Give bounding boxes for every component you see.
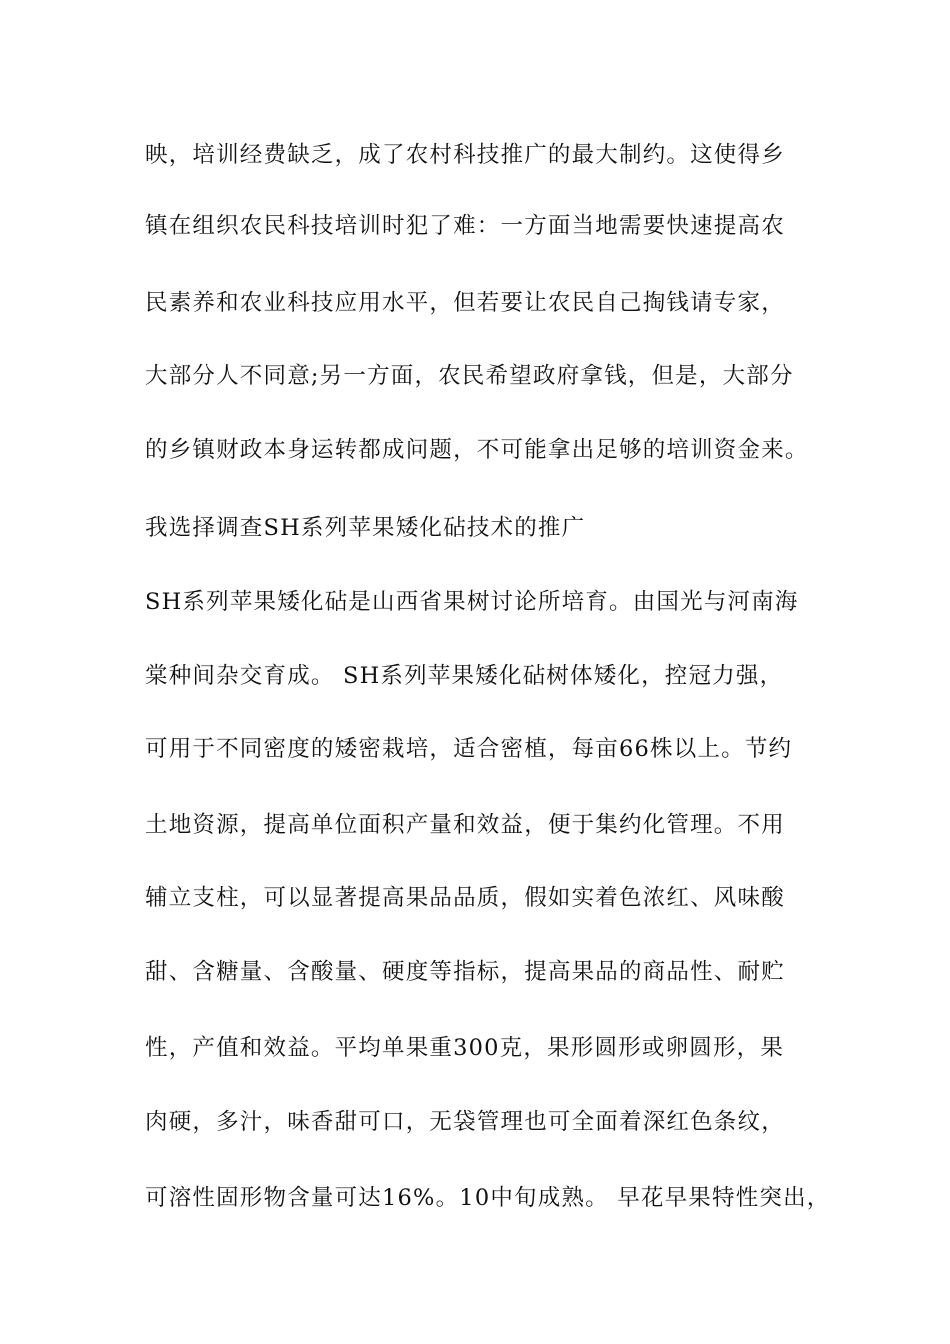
paragraph-line: 大部分人不同意;另一方面，农民希望政府拿钱，但是，大部分 xyxy=(145,363,794,389)
paragraph-line: 土地资源，提高单位面积产量和效益，便于集约化管理。不用 xyxy=(145,812,785,838)
paragraph-line: 甜、含糖量、含酸量、硬度等指标，提高果品的商品性、耐贮 xyxy=(145,959,785,985)
paragraph-line: 的乡镇财政本身运转都成问题，不可能拿出足够的培训资金来。 xyxy=(145,437,809,463)
paragraph-line: 可溶性固形物含量可达16%。10中旬成熟。 早花早果特性突出， xyxy=(145,1185,831,1211)
paragraph-line: 民素养和农业科技应用水平，但若要让农民自己掏钱请专家， xyxy=(145,290,785,316)
paragraph-line: 辅立支柱，可以显著提高果品品质，假如实着色浓红、风味酸 xyxy=(145,885,785,911)
paragraph-line: 映，培训经费缺乏，成了农村科技推广的最大制约。这使得乡 xyxy=(145,142,785,168)
paragraph-line: 镇在组织农民科技培训时犯了难：一方面当地需要快速提高农 xyxy=(145,213,785,239)
section-heading: 我选择调查SH系列苹果矮化砧技术的推广 xyxy=(145,515,586,541)
paragraph-line: 肉硬，多汁，味香甜可口，无袋管理也可全面着深红色条纹， xyxy=(145,1109,785,1135)
paragraph-line: SH系列苹果矮化砧是山西省果树讨论所培育。由国光与河南海 xyxy=(145,589,799,615)
paragraph-line: 性，产值和效益。平均单果重300克，果形圆形或卵圆形，果 xyxy=(145,1035,785,1061)
paragraph-line: 可用于不同密度的矮密栽培，适合密植，每亩66株以上。节约 xyxy=(145,736,793,762)
paragraph-line: 棠种间杂交育成。 SH系列苹果矮化砧树体矮化，控冠力强， xyxy=(145,663,784,689)
